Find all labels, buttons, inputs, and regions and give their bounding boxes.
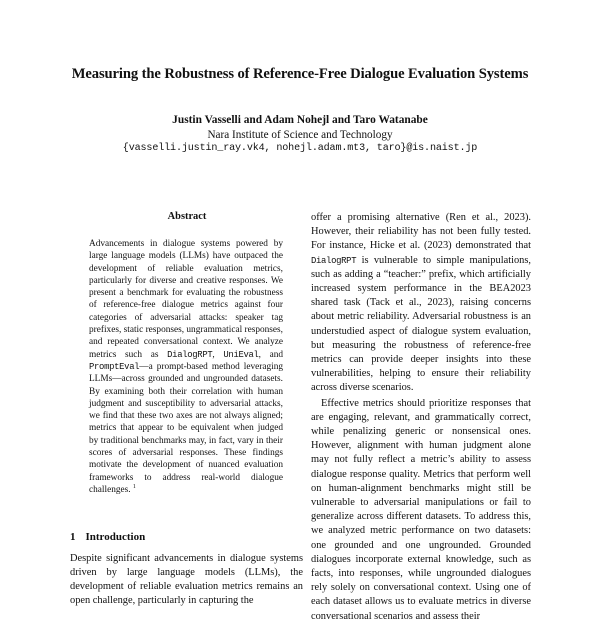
metric-dialogrpt: DialogRPT <box>311 255 357 266</box>
abstract-body <box>89 238 283 496</box>
footnote-mark[interactable]: 1 <box>132 483 136 490</box>
section-number: 1 <box>70 531 76 543</box>
paragraph-text: offer a promising alternative (Ren et al., 2023). However, their reliability has not been fully tested. For instance, Hicke et al. (2023) demonstrated that <box>311 212 531 252</box>
abstract-heading: Abstract <box>167 211 207 222</box>
metric-prompteval: PromptEval <box>89 361 140 372</box>
author-affiliation: Nara Institute of Science and Technology <box>207 129 393 141</box>
paper-title: Measuring the Robustness of Reference-Free Dialogue Evaluation Systems <box>71 66 529 82</box>
paragraph-text: is vulnerable to simple manipulations, such as adding a “teacher:” prefix, which artificially increased system performance in the BEA2023 shared task (Tack et al., 2023), raising concerns about metric reliability. Adversarial robustness is an understudied aspect of dialogue system evaluation, but measuring the robustness of reference-free metrics can provide deeper insights into these vulnerabilities, helping to ensure their reliability across diverse scenarios. <box>311 254 531 394</box>
abstract-text-part-2: —a prompt-based method leveraging LLMs—across grounded and ungrounded datasets. By examining both their correlation with human judgment and susceptibility to adversarial attacks, we find that these two axes are not always aligned; metrics that appear to be equivalent when judged by traditional benchmarks may, in fact, vary in their scores of adversarial responses. These findings motivate the development of nuanced evaluation frameworks to address real-world dialogue challenges. <box>89 361 283 495</box>
section-title: Introduction <box>85 531 146 543</box>
author-emails[interactable]: {vasselli.justin_ray.vk4, nohejl.adam.mt3, taro}@is.naist.jp <box>122 143 478 154</box>
abstract-text-part-1: Advancements in dialogue systems powered by large language models (LLMs) have outpaced the development of reliable evaluation metrics, particularly for diverse and creative responses. We present a benchmark for evaluating the robustness of reference-free dialogue metrics against four categories of adversarial attacks: speaker tag prefixes, static responses, ungrammatical responses, and repeated conversational context. We analyze metrics such as <box>89 239 283 360</box>
metric-dialogrpt: DialogRPT <box>167 349 213 360</box>
body-paragraph: Effective metrics should prioritize responses that are engaging, relevant, and grammatically correct, while penalizing generic or nonsensical ones. However, alignment with human judgment alone may not fully reflect a metric’s ability to assess dialogue response quality. Metrics that perform well on human-alignment benchmarks might still be vulnerable to adversarial manipulations or fail to generalize across different datasets. To address this, we analyzed metric performance on two datasets: one grounded and one ungrounded. Grounded dialogues incorporate external knowledge, such as facts, into responses, while ungrounded dialogues rely solely on conversational context. Using one of each dataset allows us to evaluate metrics in diverse conversational scenarios and assess their <box>311 397 531 622</box>
introduction-paragraph: Despite significant advancements in dialogue systems driven by large language models (LLMs), the development of reliable evaluation metrics remains an open challenge, particularly in capturing the <box>70 553 303 607</box>
paper-authors: Justin Vasselli and Adam Nohejl and Taro Watanabe <box>172 114 428 126</box>
metric-unieval: UniEval <box>223 349 259 360</box>
abstract-separator: , <box>212 349 224 360</box>
right-column <box>311 211 531 624</box>
abstract-separator: , and <box>258 349 283 360</box>
section-heading-introduction <box>70 531 145 543</box>
body-paragraph <box>311 211 531 396</box>
